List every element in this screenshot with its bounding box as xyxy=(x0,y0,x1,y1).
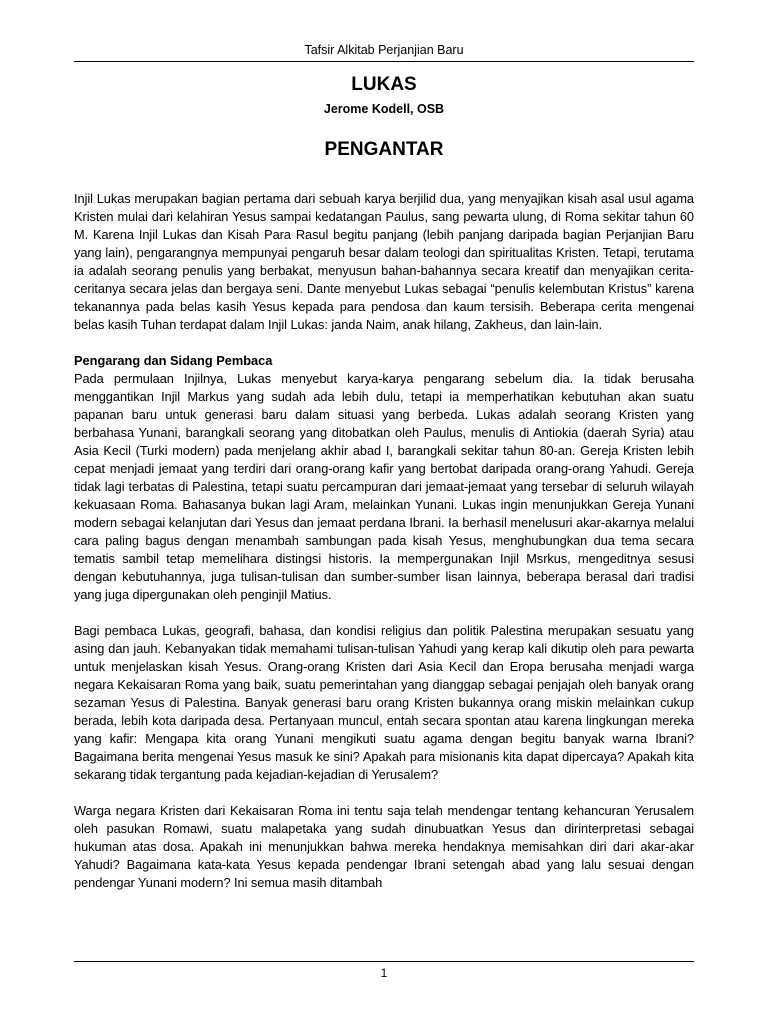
document-author: Jerome Kodell, OSB xyxy=(323,102,445,116)
paragraph-jerusalem: Warga negara Kristen dari Kekaisaran Roma ini tentu saja telah mendengar tentang kehancuran Yerusalem oleh pasukan Romawi, suatu malapetaka yang sudah dinubuatkan Yesus dan dirinterpretasi sebagai hukuman atas dosa. Apakah ini menunjukkan bahwa mereka hendaknya memisahkan diri dari akar-akar Yahudi? Bagaimana kata-kata Yesus kepada pendengar Ibrani setengah abad yang lalu sesuai dengan pendengar Yunani modern? Ini semua masih ditambah xyxy=(74,803,694,890)
subheading-author-audience: Pengarang dan Sidang Pembaca xyxy=(74,353,273,368)
paragraph-intro: Injil Lukas merupakan bagian pertama dari sebuah karya berjilid dua, yang menyajikan kisah asal usul agama Kristen mulai dari kelahiran Yesus sampai kedatangan Paulus, sang pewarta ulung, di Roma sekitar tahun 60 M. Karena Injil Lukas dan Kisah Para Rasul begitu panjang (lebih panjang daripada bagian Perjanjian Baru yang lain), pengarangnya mempunyai pengaruh besar dalam teologi dan spiritualitas Kristen. Tetapi, terutama ia adalah seorang penulis yang berbakat, menyusun bahan-bahannya secara kreatif dan menyajikan cerita-ceritanya secara jelas dan bergaya seni. Dante menyebut Lukas sebagai “penulis kelembutan Kristus” karena tekanannya pada belas kasih Yesus kepada para pendosa dan kaum tersisih. Beberapa cerita mengenai belas kasih Tuhan terdapat dalam Injil Lukas: janda Naim, anak hilang, Zakheus, dan lain-lain. xyxy=(74,191,694,332)
paragraph-author-audience: Pada permulaan Injilnya, Lukas menyebut karya-karya pengarang sebelum dia. Ia tidak berusaha menggantikan Injil Markus yang sudah ada lebih dulu, tetapi ia memperhatikan kebutuhan akan suatu papanan baru untuk generasi baru dalam situasi yang berbeda. Lukas adalah seorang Kristen yang berbahasa Yunani, barangkali seorang yang ditobatkan oleh Paulus, menulis di Antiokia (daerah Syria) atau Asia Kecil (Turki modern) pada menjelang akhir abad I, barangkali sekitar tahun 80-an. Gereja Kristen lebih cepat menjadi jemaat yang terdiri dari orang-orang kafir yang bertobat daripada orang-orang Yahudi. Gereja tidak lagi terbatas di Palestina, tetapi suatu percampuran dari jemaat-jemaat yang tersebar di seluruh wilayah kekuasaan Roma. Bahasanya bukan lagi Aram, melainkan Yunani. Lukas ingin menunjukkan Gereja Yunani modern sebagai kelanjutan dari Yesus dan jemaat perdana Ibrani. Ia berhasil menelusuri akar-akarnya melalui cara paling bagus dengan menambah sambungan pada kisah Yesus, menghubungkan dua tema secara tematis sambil tetap memelihara distingsi historis. Ia mempergunakan Injil Msrkus, mengeditnya sesusi dengan kebutuhannya, juga tulisan-tulisan dan sumber-sumber lisan lainnya, beberapa berasal dari tradisi yang juga dipergunakan oleh penginjil Matius. xyxy=(74,371,694,602)
section-heading: PENGANTAR xyxy=(324,139,444,160)
header-rule xyxy=(74,61,694,62)
paragraph-readers: Bagi pembaca Lukas, geografi, bahasa, dan kondisi religius dan politik Palestina merupakan sesuatu yang asing dan jauh. Kebanyakan tidak memahami tulisan-tulisan Yahudi yang kerap kali dikutip oleh para pewarta untuk menjelaskan kisah Yesus. Orang-orang Kristen dari Asia Kecil dan Eropa berusaha menjadi warga negara Kekaisaran Roma yang baik, suatu pemerintahan yang dianggap sebagai penjajah oleh banyak orang sezaman Yesus di Palestina. Banyak generasi baru orang Kristen bukannya orang miskin melainkan cukup berada, lebih kota daripada desa. Pertanyaan muncul, entah secara spontan atau karena lingkungan mereka yang kafir: Mengapa kita orang Yunani mengikuti suatu agama dengan begitu banyak warna Ibrani? Bagaimana berita mengenai Yesus masuk ke sini? Apakah para misionanis kita dapat dipercaya? Apakah kita sekarang tidak tergantung pada kejadian-kejadian di Yerusalem? xyxy=(74,623,694,782)
body-text xyxy=(74,190,694,892)
document-title: LUKAS xyxy=(351,74,417,95)
running-header: Tafsir Alkitab Perjanjian Baru xyxy=(304,43,464,57)
footer-rule xyxy=(74,961,694,962)
page-number: 1 xyxy=(380,966,388,980)
